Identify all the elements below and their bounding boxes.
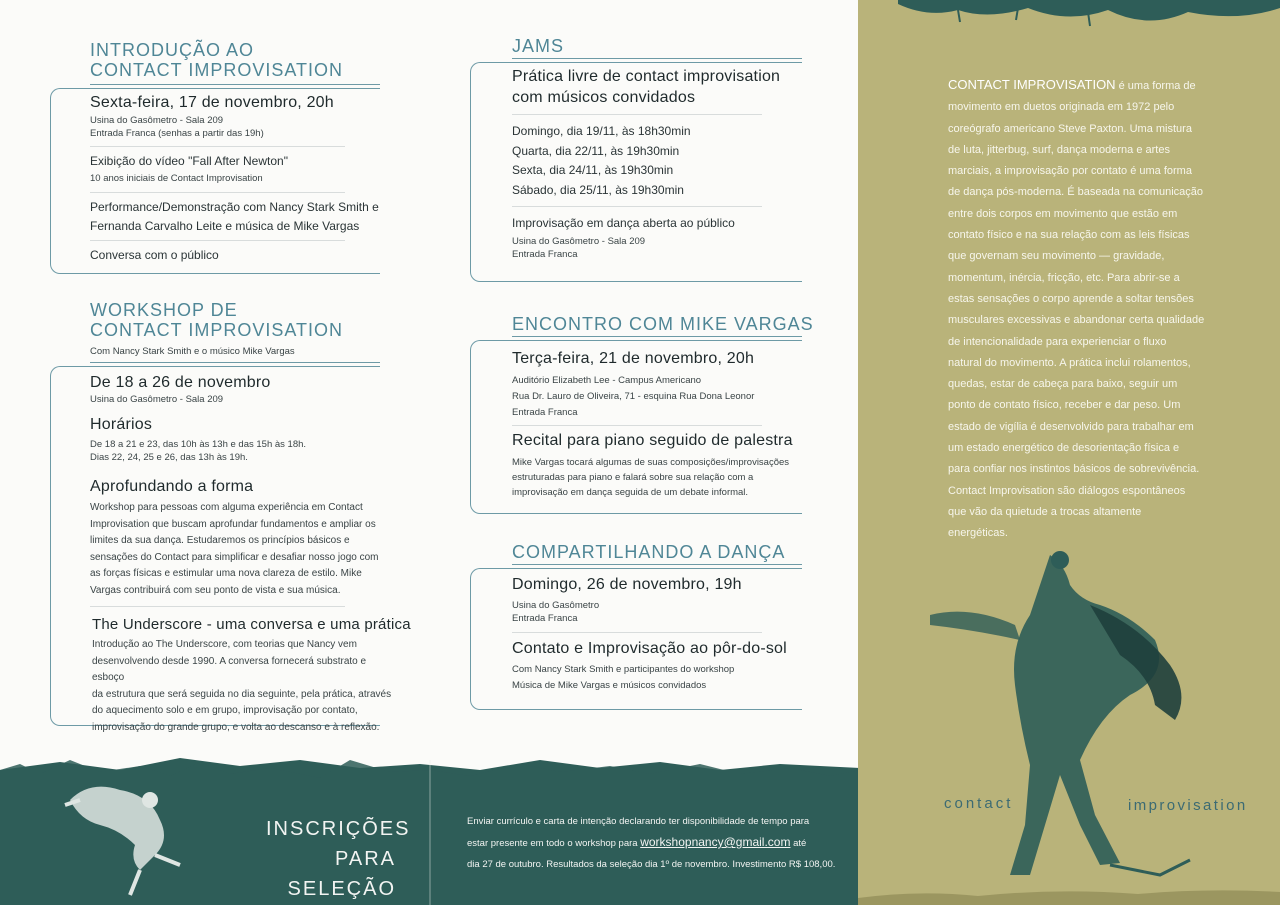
inscricoes-title xyxy=(266,814,411,904)
encontro-line1: Auditório Elizabeth Lee - Campus Americano xyxy=(512,375,702,386)
text-line: para confiar nos instintos básicos de sobrevivência. xyxy=(948,463,1200,476)
compartilhando-entry: Entrada Franca xyxy=(512,613,578,624)
text-line: Contact Improvisation são diálogos espontâneos xyxy=(948,484,1186,497)
text-line: quedas, estar de cabeça para baixo, seguir um xyxy=(948,378,1178,391)
text-line: da estrutura que será seguida no dia seguinte, pela prática, através xyxy=(92,688,392,700)
horarios-title: Horários xyxy=(90,416,153,433)
dancer-figure-icon xyxy=(60,760,210,900)
workshop-title-line1: WORKSHOP DE xyxy=(90,300,238,320)
text-line: Introdução ao The Underscore, com teorias que Nancy vem xyxy=(92,639,357,650)
email-link[interactable]: workshopnancy@gmail.com xyxy=(640,835,791,849)
jams-dates xyxy=(512,122,691,200)
text-line: momentum, inércia, fricção, etc. Para abrir-se a xyxy=(948,271,1180,284)
workshop-dates: De 18 a 26 de novembro xyxy=(90,374,271,391)
instructions-text: até xyxy=(790,838,807,849)
text-line: Workshop para pessoas com alguma experiência em Contact xyxy=(90,502,363,513)
inscricoes-line1: INSCRIÇÕES xyxy=(266,818,411,840)
text-line: ponto de contato físico, receber e dar peso. Um xyxy=(948,399,1181,412)
text-line: de dança pós-moderna. É baseada na comunicação xyxy=(948,186,1204,199)
underscore-title: The Underscore - uma conversa e uma prática xyxy=(92,616,411,633)
jams-rule xyxy=(512,58,802,59)
separator xyxy=(512,632,762,633)
cover-word-contact: contact xyxy=(944,795,1014,812)
text-line: Mike Vargas tocará algumas de suas composições/improvisações xyxy=(512,457,790,468)
inscricoes-line2: PARA SELEÇÃO xyxy=(287,848,396,900)
video-title: Exibição do vídeo "Fall After Newton" xyxy=(90,154,288,168)
workshop-rule xyxy=(90,362,380,363)
text-line: que vão da quietude a trocas altamente xyxy=(948,505,1142,518)
text-line: é uma forma de xyxy=(1115,80,1196,92)
horarios-line2: Dias 22, 24, 25 e 26, das 13h às 19h. xyxy=(90,452,248,463)
text-line: energéticas. xyxy=(948,527,1008,540)
instructions-line3: dia 27 de outubro. Resultados da seleção dia 1º de novembro. Investimento R$ 108,00. xyxy=(467,859,836,870)
separator xyxy=(512,425,762,426)
workshop-venue: Usina do Gasômetro - Sala 209 xyxy=(90,394,224,405)
compartilhando-date: Domingo, 26 de novembro, 19h xyxy=(512,576,742,593)
compartilhando-rule xyxy=(512,564,802,565)
jams-venue: Usina do Gasômetro - Sala 209 xyxy=(512,236,646,247)
dancers-illustration-icon xyxy=(930,545,1220,885)
jams-title: JAMS xyxy=(512,36,565,56)
separator xyxy=(512,114,762,115)
text-line: estas sensações o corpo aprende a soltar tensões xyxy=(948,292,1194,305)
jams-entry: Entrada Franca xyxy=(512,249,578,260)
recital-title: Recital para piano seguido de palestra xyxy=(512,432,793,449)
encontro-line2: Rua Dr. Lauro de Oliveira, 71 - esquina Rua Dona Leonor xyxy=(512,391,755,402)
cover-bottom-texture xyxy=(858,878,1280,905)
workshop-title-line2: CONTACT IMPROVISATION xyxy=(90,320,344,340)
jam-date: Sábado, dia 25/11, às 19h30min xyxy=(512,182,684,197)
aprofundando-title: Aprofundando a forma xyxy=(90,478,254,495)
encontro-title: ENCONTRO COM MIKE VARGAS xyxy=(512,314,814,334)
text-line: musculares excessivas e abandonar certa qualidade xyxy=(948,314,1205,327)
text-line: movimento em duetos originada em 1972 pelo xyxy=(948,101,1175,114)
intro-date: Sexta-feira, 17 de novembro, 20h xyxy=(90,94,334,111)
compartilhando-title: COMPARTILHANDO A DANÇA xyxy=(512,542,786,562)
separator xyxy=(90,192,345,193)
text-line: entre dois corpos em movimento que estão em xyxy=(948,207,1178,220)
jam-date: Domingo, dia 19/11, às 18h30min xyxy=(512,124,691,138)
recital-body xyxy=(512,455,789,500)
text-line: as forças físicas e estimular uma nova clareza de estilo. Mike xyxy=(90,568,362,579)
intro-rule xyxy=(90,84,380,85)
intro-entry: Entrada Franca (senhas a partir das 19h) xyxy=(90,128,264,139)
text-line xyxy=(948,74,1202,97)
text-line: natural do movimento. A prática inclui rolamentos, xyxy=(948,356,1191,369)
perf-line2: Fernanda Carvalho Leite e música de Mike Vargas xyxy=(90,219,360,233)
intro-title-line1: INTRODUÇÃO AO xyxy=(90,40,255,60)
separator xyxy=(90,146,345,147)
jams-head1: Prática livre de contact improvisation xyxy=(512,68,781,85)
cover-description xyxy=(948,74,1205,545)
separator xyxy=(90,606,345,607)
text-line: sensações do Contact para simplificar e desafiar nosso jogo com xyxy=(90,551,379,563)
text-line: Vargas contribuirá com seu ponto de vista e sua música. xyxy=(90,584,341,596)
jams-open: Improvisação em dança aberta ao público xyxy=(512,216,735,230)
horarios-line1: De 18 a 21 e 23, das 10h às 13h e das 15h às 18h. xyxy=(90,439,307,450)
intro-venue: Usina do Gasômetro - Sala 209 xyxy=(90,115,224,126)
text-line: estado de vigília é desenvolvido para trabalhar em xyxy=(948,420,1194,433)
por-do-sol-title: Contato e Improvisação ao pôr-do-sol xyxy=(512,640,787,657)
intro-section-title xyxy=(90,40,343,80)
separator xyxy=(512,206,762,207)
cover-top-texture xyxy=(858,0,1280,40)
text-line: coreógrafo americano Steve Paxton. Uma mistura xyxy=(948,122,1192,135)
por-do-sol-line2: Música de Mike Vargas e músicos convidados xyxy=(512,680,707,691)
text-line: contato físico e na sua relação com as leis físicas xyxy=(948,229,1190,242)
compartilhando-venue: Usina do Gasômetro xyxy=(512,600,600,611)
encontro-date: Terça-feira, 21 de novembro, 20h xyxy=(512,350,755,367)
inscricoes-instructions xyxy=(467,811,835,875)
workshop-section-title xyxy=(90,300,343,340)
video-sub: 10 anos iniciais de Contact Improvisation xyxy=(90,173,263,184)
jam-date: Quarta, dia 22/11, às 19h30min xyxy=(512,143,680,158)
encontro-rule xyxy=(512,336,802,337)
text-line: limites da sua dança. Estudaremos os princípios básicos e xyxy=(90,535,350,546)
separator xyxy=(90,240,345,241)
text-line: Improvisation que buscam aprofundar fundamentos e ampliar os xyxy=(90,518,376,530)
workshop-with: Com Nancy Stark Smith e o músico Mike Vargas xyxy=(90,346,295,357)
conversa: Conversa com o público xyxy=(90,248,219,262)
text-line: improvisação do grande grupo, e volta ao descanso e à reflexão. xyxy=(92,721,380,733)
text-line: estruturadas para piano e falará sobre sua relação com a xyxy=(512,472,754,483)
text-line: de intencionalidade para experienciar o fluxo xyxy=(948,335,1167,348)
text-line: desenvolvendo desde 1990. A conversa fornecerá substrato e esboço xyxy=(92,655,367,683)
text-line: que governam seu movimento — gravidade, xyxy=(948,250,1165,263)
text-line: de luta, jitterbug, surf, dança moderna e artes xyxy=(948,143,1170,156)
instructions-line1: Enviar currículo e carta de intenção declarando ter disponibilidade de tempo para xyxy=(467,816,810,827)
aprofundando-body xyxy=(90,500,380,599)
intro-title-line2: CONTACT IMPROVISATION xyxy=(90,60,344,80)
perf-line1: Performance/Demonstração com Nancy Stark Smith e xyxy=(90,200,379,214)
text-line: um estado energético de desorientação física e xyxy=(948,442,1180,455)
encontro-line3: Entrada Franca xyxy=(512,407,578,418)
text-line: improvisação em dança seguida de um debate informal. xyxy=(512,487,749,498)
ci-lead: CONTACT IMPROVISATION xyxy=(948,77,1116,92)
jams-head2: com músicos convidados xyxy=(512,89,696,106)
instructions-line2 xyxy=(467,832,835,854)
text-line: do aquecimento solo e em grupo, improvisação por contato, xyxy=(92,705,358,716)
instructions-text: estar presente em todo o workshop para xyxy=(467,838,641,849)
por-do-sol-line1: Com Nancy Stark Smith e participantes do workshop xyxy=(512,664,735,675)
text-line: marciais, a improvisação por contato é uma forma xyxy=(948,165,1192,178)
cover-word-improvisation: improvisation xyxy=(1128,797,1248,814)
jam-date: Sexta, dia 24/11, às 19h30min xyxy=(512,163,674,177)
underscore-body xyxy=(92,637,392,736)
